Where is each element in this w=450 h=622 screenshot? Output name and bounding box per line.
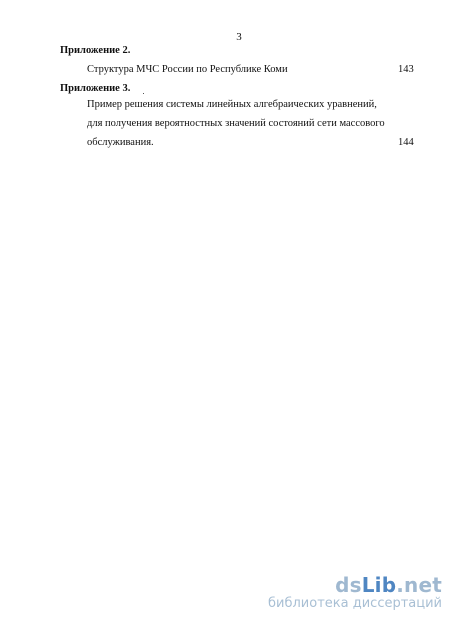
appendix-3-title-line-2: для получения вероятностных значений состояний сети массового: [87, 118, 385, 129]
appendix-2-heading: Приложение 2.: [60, 45, 131, 56]
logo-suffix: .net: [396, 573, 442, 597]
appendix-3-title-line-1: Пример решения системы линейных алгебраических уравнений,: [87, 99, 377, 110]
appendix-2-title: Структура МЧС России по Республике Коми: [87, 64, 288, 75]
page-number: 3: [236, 31, 242, 43]
scan-speck: [143, 93, 144, 94]
appendix-3-title-line-3: обслуживания.: [87, 137, 154, 148]
dslib-subtitle: библиотека диссертаций: [268, 596, 442, 611]
dslib-watermark: [268, 574, 442, 612]
dslib-logo: [268, 574, 442, 596]
logo-highlight: Lib: [361, 573, 397, 597]
appendix-3-heading: Приложение 3.: [60, 83, 131, 94]
appendix-2-page: 143: [398, 64, 414, 75]
appendix-3-page: 144: [398, 137, 414, 148]
logo-prefix: ds: [335, 573, 362, 597]
